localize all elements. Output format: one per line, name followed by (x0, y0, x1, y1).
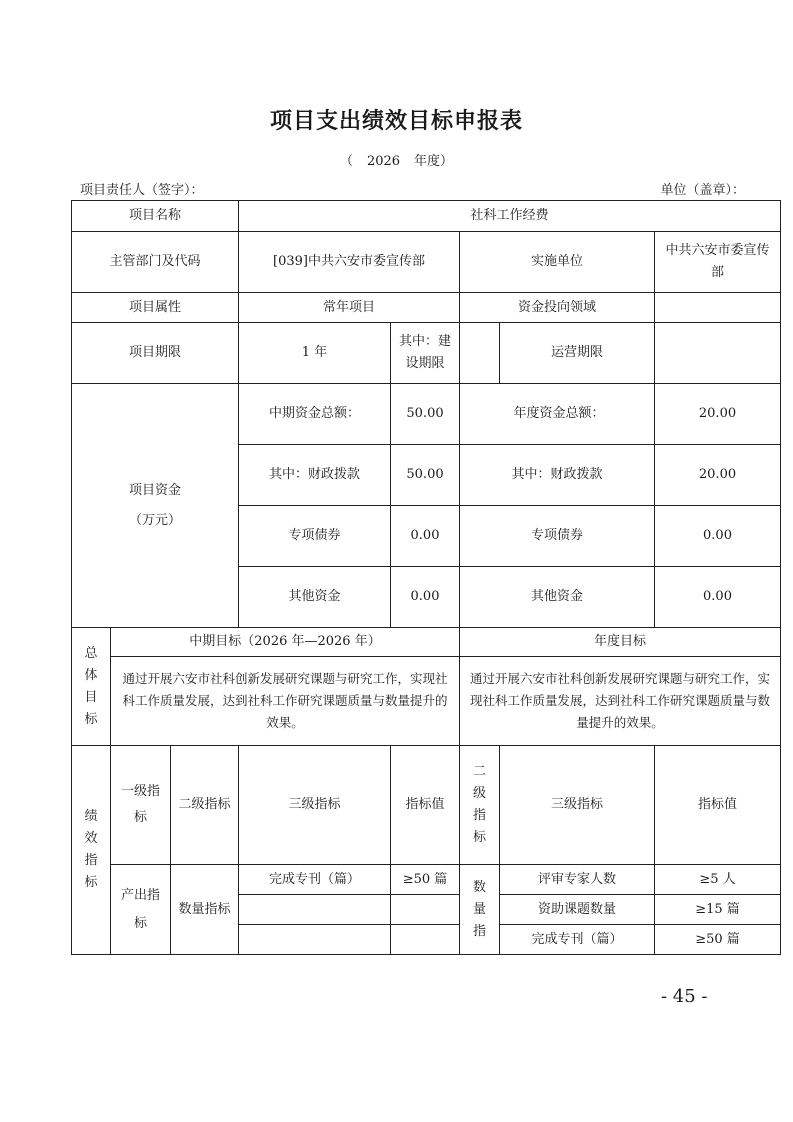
build-period-label: 其中：建设期限 (391, 323, 460, 384)
dept-value: [039]中共六安市委宣传部 (239, 232, 460, 293)
level2-header: 二级指标 (171, 746, 239, 865)
right-indicator-value: ≥50 篇 (655, 925, 781, 955)
mid-bond-value: 0.00 (391, 506, 460, 567)
overall-char-4: 标 (84, 711, 98, 727)
year-total-value: 20.00 (655, 384, 781, 445)
year-bond-value: 0.00 (655, 506, 781, 567)
oper-period-value (655, 323, 781, 384)
left-indicator-name: 完成专刊（篇） (239, 865, 391, 895)
year-fiscal-value: 20.00 (655, 445, 781, 506)
right-indicator-name: 完成专刊（篇） (500, 925, 655, 955)
year-other-label: 其他资金 (460, 567, 655, 628)
perf-char-3: 指 (84, 853, 98, 868)
project-name-value: 社科工作经费 (239, 201, 781, 232)
value-header: 指标值 (391, 746, 460, 865)
performance-goal-form (71, 200, 781, 955)
oper-period-label: 运营期限 (500, 323, 655, 384)
mid-total-value: 50.00 (391, 384, 460, 445)
right-quantity-char-2: 量 (472, 901, 486, 917)
quantity-indicator-label: 数量指标 (171, 865, 239, 955)
right-level3-header: 三级指标 (500, 746, 655, 865)
year-goal-text: 通过开展六安市社科创新发展研究课题与研究工作，实现社科工作质量发展，达到社科工作研究课题质量与数量提升的效果。 (460, 657, 781, 746)
mid-other-value: 0.00 (391, 567, 460, 628)
right-level2-char-2: 级 (472, 786, 486, 801)
page-number: - 45 - (661, 986, 708, 1007)
overall-char-1: 总 (84, 645, 98, 661)
project-period-label: 项目期限 (72, 323, 239, 384)
mid-fiscal-label: 其中：财政拨款 (239, 445, 391, 506)
right-indicator-name: 资助课题数量 (500, 895, 655, 925)
project-period-value: 1 年 (239, 323, 391, 384)
perf-char-1: 绩 (84, 809, 98, 824)
mid-total-label: 中期资金总额： (239, 384, 391, 445)
overall-char-3: 目 (84, 689, 98, 705)
project-attr-value: 常年项目 (239, 293, 460, 323)
year-fiscal-label: 其中：财政拨款 (460, 445, 655, 506)
right-indicator-value: ≥15 篇 (655, 895, 781, 925)
right-quantity-label (460, 865, 500, 955)
performance-indicator-side-label (72, 746, 111, 955)
unit-seal-label: 单位（盖章）： (660, 183, 745, 198)
left-indicator-name (239, 925, 391, 955)
year-label: 年度） (414, 154, 454, 169)
output-indicator-label: 产出指标 (111, 865, 171, 955)
project-name-label: 项目名称 (72, 201, 239, 232)
impl-unit-label: 实施单位 (460, 232, 655, 293)
right-quantity-char-3: 指 (472, 923, 486, 939)
right-level2-header (460, 746, 500, 865)
year-open: （ (339, 154, 353, 169)
mid-bond-label: 专项债券 (239, 506, 391, 567)
right-quantity-char-1: 数 (472, 879, 486, 895)
overall-goal-side-label (72, 628, 111, 746)
overall-char-2: 体 (84, 667, 98, 683)
dept-label: 主管部门及代码 (72, 232, 239, 293)
right-indicator-value: ≥5 人 (655, 865, 781, 895)
fund-field-value (655, 293, 781, 323)
page-title: 项目支出绩效目标申报表 (269, 108, 523, 134)
left-indicator-value: ≥50 篇 (391, 865, 460, 895)
left-indicator-value (391, 925, 460, 955)
perf-char-2: 效 (84, 831, 98, 846)
funds-unit-label: （万元） (128, 512, 181, 528)
year-value: 2026 (366, 154, 401, 169)
year-total-label: 年度资金总额： (460, 384, 655, 445)
mid-other-label: 其他资金 (239, 567, 391, 628)
level3-header: 三级指标 (239, 746, 391, 865)
funds-label: 项目资金 (128, 482, 181, 498)
project-attr-label: 项目属性 (72, 293, 239, 323)
mid-goal-header: 中期目标（2026 年—2026 年） (111, 628, 460, 657)
right-level2-char-3: 指 (472, 808, 486, 823)
left-indicator-value (391, 895, 460, 925)
right-level2-char-1: 二 (472, 764, 486, 779)
right-indicator-name: 评审专家人数 (500, 865, 655, 895)
year-bond-label: 专项债券 (460, 506, 655, 567)
left-indicator-name (239, 895, 391, 925)
mid-goal-text: 通过开展六安市社科创新发展研究课题与研究工作，实现社科工作质量发展，达到社科工作研究课题质量与数量提升的效果。 (111, 657, 460, 746)
build-period-value (460, 323, 500, 384)
right-value-header: 指标值 (655, 746, 781, 865)
project-funds-label (72, 384, 239, 628)
year-line (0, 150, 793, 169)
fund-field-label: 资金投向领域 (460, 293, 655, 323)
level1-header: 一级指标 (111, 746, 171, 865)
mid-fiscal-value: 50.00 (391, 445, 460, 506)
responsible-person-label: 项目责任人（签字）： (80, 183, 204, 198)
impl-unit-value: 中共六安市委宣传部 (655, 232, 781, 293)
year-other-value: 0.00 (655, 567, 781, 628)
right-level2-char-4: 标 (472, 830, 486, 845)
perf-char-4: 标 (84, 875, 98, 890)
year-goal-header: 年度目标 (460, 628, 781, 657)
